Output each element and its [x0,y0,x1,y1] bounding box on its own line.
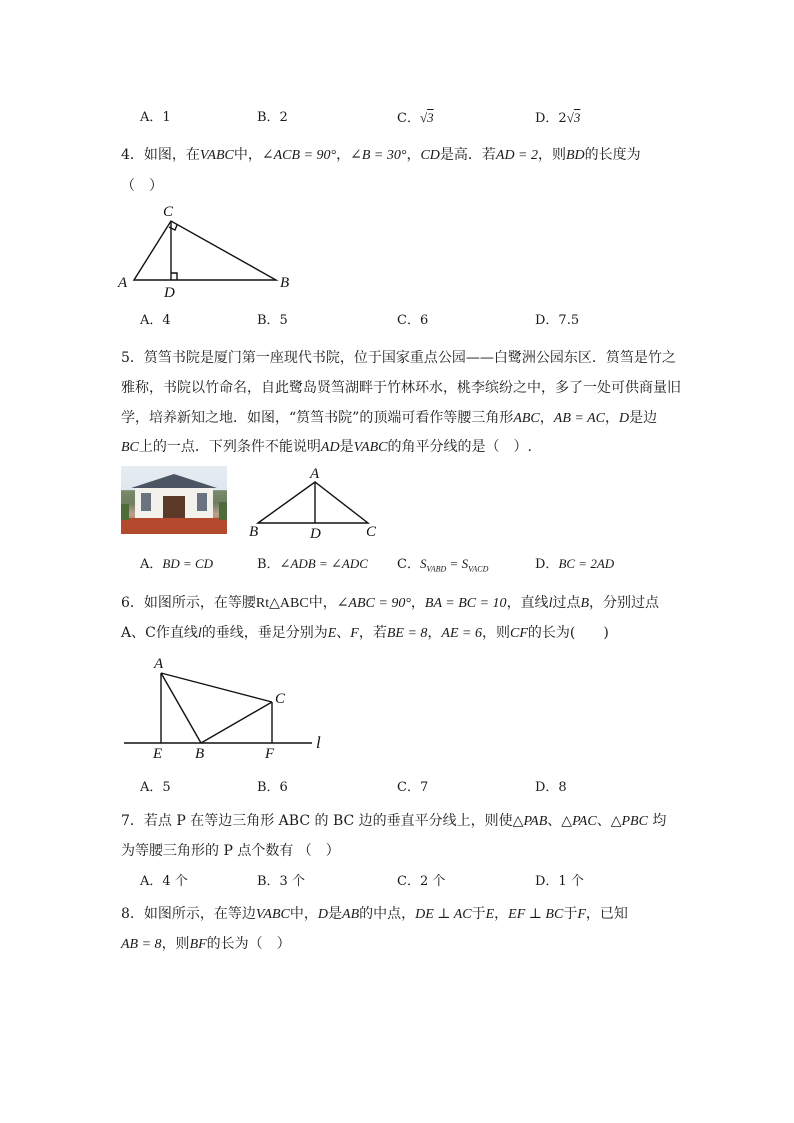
q6-option-a[interactable]: A．5 [140,780,171,795]
q6-label-l: l [316,733,321,752]
q3-option-a[interactable]: A．1 [140,110,171,125]
q7-line1: 7．若点 P 在等边三角形 ABC 的 BC 边的垂直平分线上，则使△PAB、△PAC、△PBC 均 [121,813,667,829]
q7-line2: 为等腰三角形的 P 点个数有 （ ） [121,843,340,859]
q6-segment-bc [201,702,272,743]
q6-segment-ac [161,673,272,702]
q5-option-b[interactable]: B．∠ADB = ∠ADC [257,556,368,572]
q3-option-b[interactable]: B．2 [257,110,288,125]
q4-option-b[interactable]: B．5 [257,313,288,328]
q4-label-b: B [280,275,290,291]
q7-option-c[interactable]: C．2 个 [397,874,446,889]
q5-option-d[interactable]: D．BC = 2AD [535,556,615,572]
q5-option-a[interactable]: A．BD = CD [140,556,214,572]
q5-line2: 雅称，书院以竹命名，自此鹭岛贤筜湖畔于竹林环水，桃李缤纷之中，多了一处可供商量旧 [121,380,681,396]
q6-option-c[interactable]: C．7 [397,780,429,795]
q3-option-c-radical: √3 [419,110,434,125]
q6-option-d[interactable]: D．8 [535,780,567,795]
q6-line1: 6．如图所示，在等腰Rt△ABC中，∠ABC = 90°，BA = BC = 10，直线l过点B，分别过点 [121,595,660,611]
q4-label-d: D [164,285,175,301]
q5-label-a: A [310,466,320,482]
q8-line1: 8．如图所示，在等边VABC中，D是AB的中点，DE ⊥ AC于E，EF ⊥ BC于F，已知 [121,906,628,922]
q4-option-a[interactable]: A．4 [140,313,171,328]
q7-option-b[interactable]: B．3 个 [257,874,305,889]
q6-label-e: E [153,746,163,762]
q7-option-d[interactable]: D．1 个 [535,874,584,889]
q5-line1: 5．筼筜书院是厦门第一座现代书院，位于国家重点公园——白鹭洲公园东区．筼筜是竹之 [121,350,676,366]
q5-label-c: C [366,524,377,540]
q6-segment-ab [161,673,201,743]
q6-label-f: F [265,746,275,762]
q6-label-a: A [154,656,164,672]
q5-option-c[interactable]: C．$S_{VABD} = S_{VACD}$ [397,556,489,574]
q4-stem: 4．如图，在VABC中，∠ACB = 90°，∠B = 30°，CD是高．若AD = 2，则BD的长度为 [121,147,641,163]
q3-option-d-radical: √3 [566,110,581,125]
q4-label-c: C [163,204,174,220]
q5-line3: 学，培养新知之地．如图，“筼筜书院”的顶端可看作等腰三角形ABC，AB = AC，D是边 [121,410,658,426]
q6-label-c: C [275,691,286,707]
q6-label-b: B [195,746,205,762]
q6-line2: A、C作直线l的垂线，垂足分别为E、F，若BE = 8，AE = 6，则CF的长为( ) [121,625,609,641]
q4-option-c[interactable]: C．6 [397,313,429,328]
q4-label-a: A [118,275,128,291]
q6-option-b[interactable]: B．6 [257,780,288,795]
q8-line2: AB = 8，则BF的长为（ ） [121,936,291,952]
q5-label-b: B [249,524,259,540]
q4-answer-paren: （ ） [121,178,163,194]
q5-line4: BC上的一点．下列条件不能说明AD是VABC的角平分线的是（ ）. [121,439,532,455]
q3-option-c-label: C． [397,111,420,126]
q4-option-d[interactable]: D．7.5 [535,313,580,328]
q7-option-a[interactable]: A．4 个 [140,874,188,889]
q3-option-d-label: D．2 [535,111,567,126]
q5-label-d: D [310,526,321,542]
